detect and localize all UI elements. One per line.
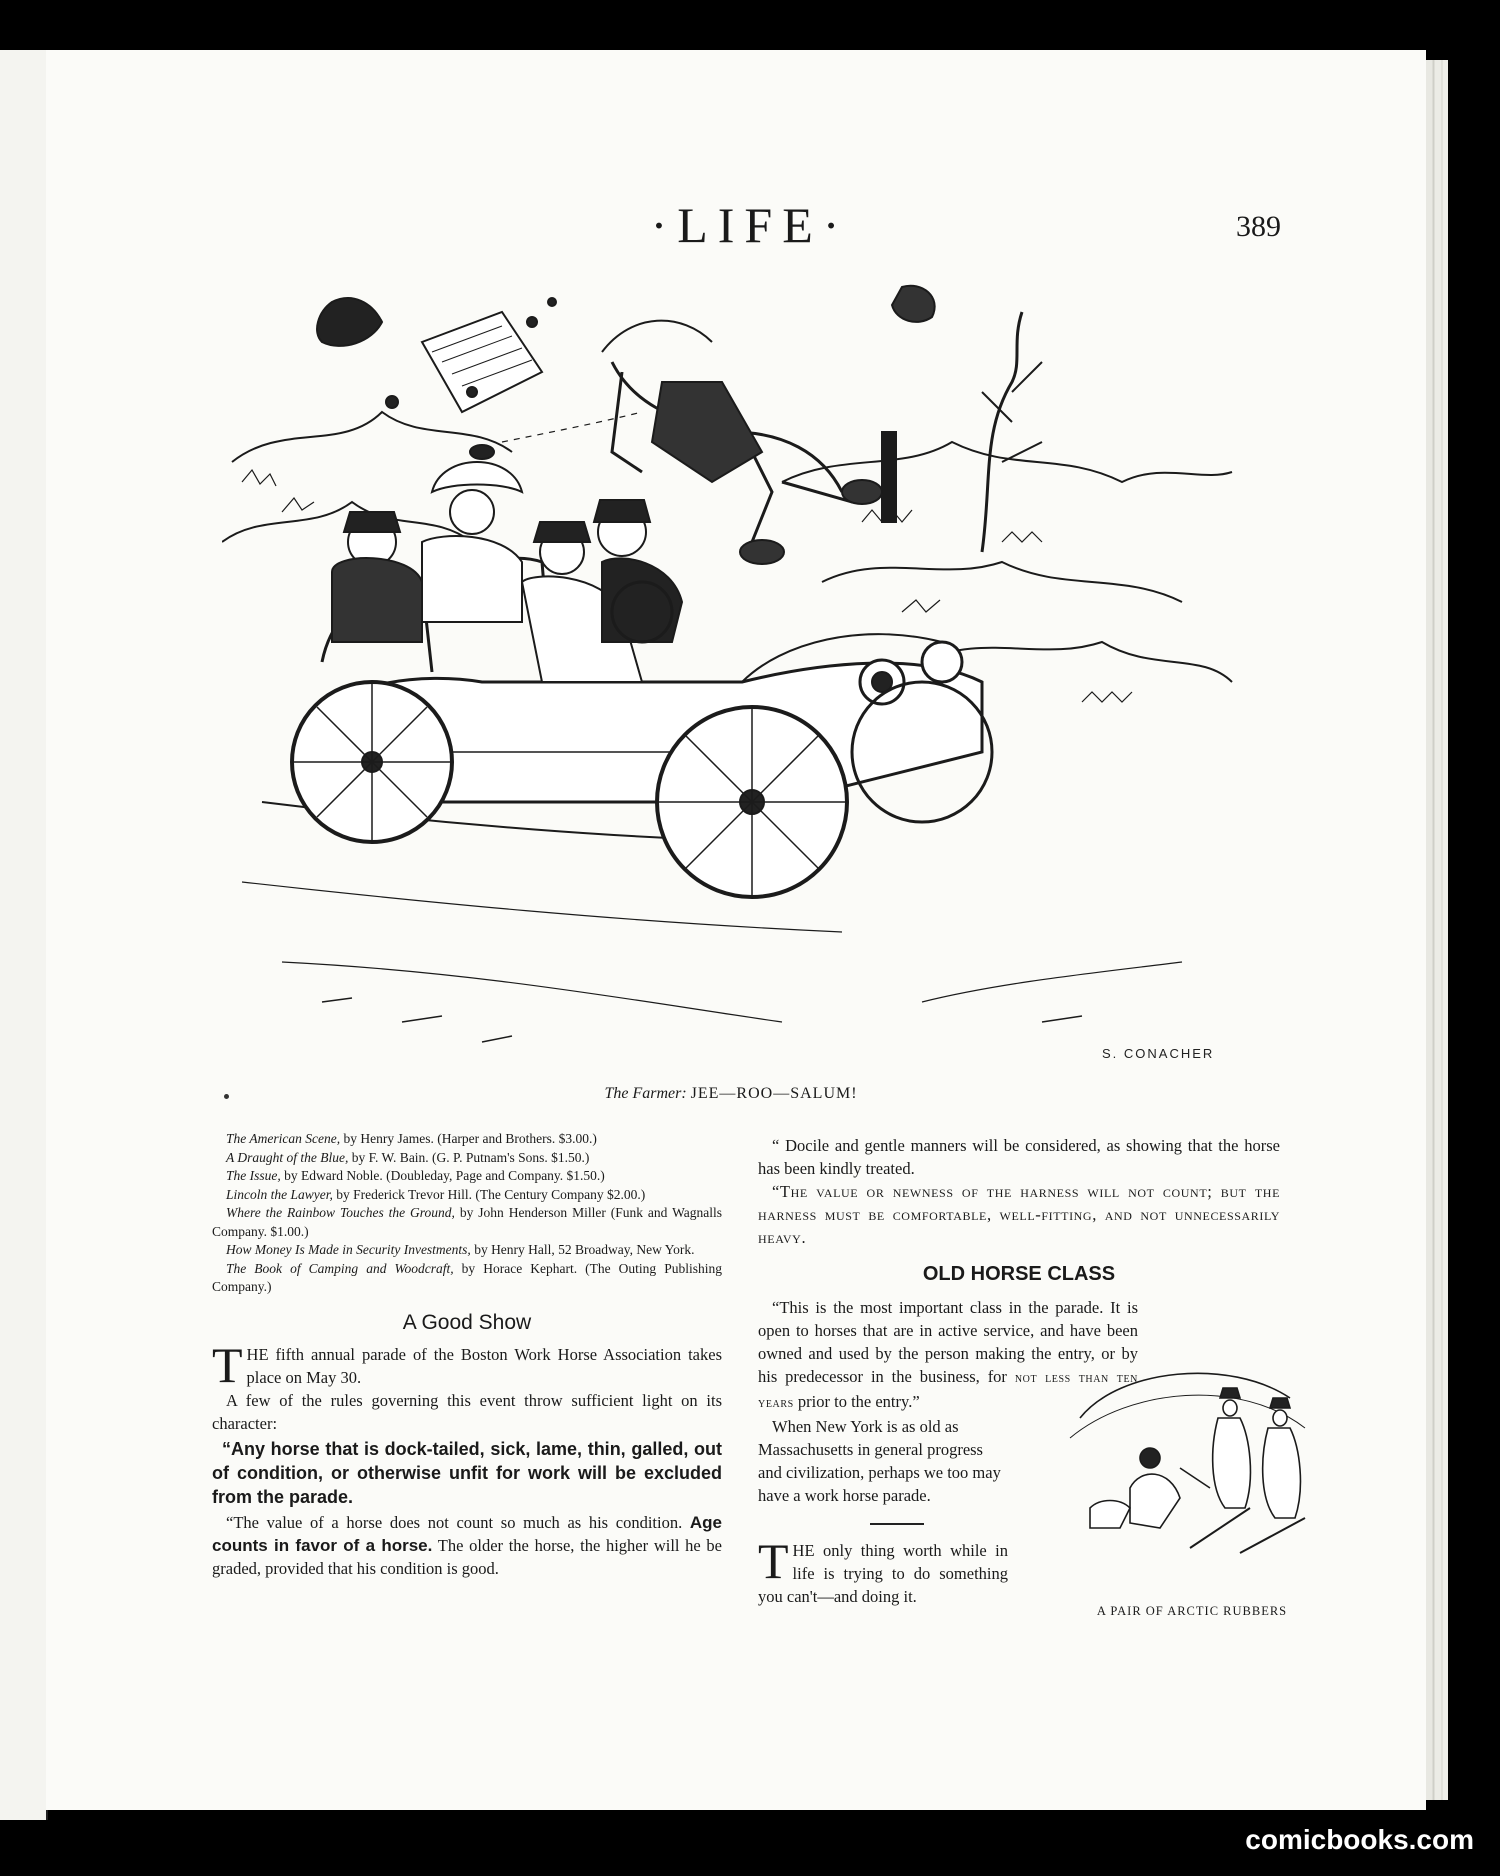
old-horse-class-title: OLD HORSE CLASS: [922, 1263, 1116, 1285]
book-entry: [212, 1204, 722, 1241]
book-details: by Horace Kephart. (The Outing Publishing Company.): [212, 1260, 722, 1294]
caption-speaker: The Farmer:: [604, 1085, 687, 1102]
book-title: Lincoln the Lawyer,: [226, 1186, 333, 1202]
book-title: The Book of Camping and Woodcraft,: [226, 1260, 454, 1276]
drop-cap: T: [212, 1336, 243, 1393]
book-title: Where the Rainbow Touches the Ground,: [226, 1205, 455, 1220]
book-entry: [212, 1186, 722, 1205]
harness-rules: [758, 1134, 1280, 1249]
left-column: [212, 1130, 722, 1580]
drop-cap: T: [758, 1533, 789, 1589]
illustration-signature: S. CONACHER: [1102, 1046, 1215, 1061]
book-list: [212, 1130, 722, 1297]
book-title: The American Scene,: [226, 1131, 341, 1146]
caption-speech: JEE—ROO—SALUM!: [690, 1085, 858, 1102]
separator-rule: [870, 1523, 924, 1525]
right-paragraph-4: When New York is as old as Massachusetts in general progress and civilization, perhaps we too may have a work horse parade.: [758, 1417, 1001, 1505]
book-details: by Frederick Trevor Hill. (The Century Company $2.00.): [332, 1186, 646, 1202]
closing-remark: [758, 1533, 1008, 1608]
book-details: by Edward Noble. (Doubleday, Page and Company. $1.50.): [280, 1168, 605, 1183]
right-paragraph-1: “ Docile and gentle manners will be considered, as showing that the horse has been kindly treated.: [758, 1136, 1280, 1178]
right-paragraph-3: “This is the most important class in the parade. It is open to horses that are in active service, and have been owned and used by the person making the entry, or by his predecessor in the business, for not less than ten years prior to the entry.”: [758, 1298, 1138, 1411]
page-stack-edge: [1426, 60, 1448, 1800]
automobile-cartoon-illustration: [222, 282, 1240, 1072]
masthead: ·LIFE·: [650, 197, 850, 253]
arctic-rubbers-caption: A PAIR OF ARCTIC RUBBERS: [1096, 1604, 1288, 1618]
bold-emphasis: Age counts in favor of a horse.: [212, 1512, 723, 1555]
book-entry: [212, 1260, 722, 1297]
stray-dot: [224, 1094, 229, 1099]
book-title: A Draught of the Blue,: [226, 1149, 349, 1165]
book-entry: [212, 1241, 722, 1260]
quoted-rule: “Any horse that is dock-tailed, sick, lame, thin, galled, out of condition, or otherwise unfit for work will be excluded from the parade.: [212, 1438, 722, 1507]
page-number: 389: [1236, 210, 1281, 243]
work-horse-remark: [758, 1415, 1008, 1507]
good-show-paragraph-2: A few of the rules governing this event throw sufficient light on its character:: [212, 1390, 722, 1433]
book-details: by Henry Hall, 52 Broadway, New York.: [470, 1242, 695, 1257]
left-page-edge: [0, 50, 48, 1820]
book-entry: [212, 1149, 722, 1168]
book-title: How Money Is Made in Security Investments,: [226, 1242, 471, 1257]
closing-paragraph: THE only thing worth while in life is trying to do something you can't—and doing it.: [758, 1533, 1008, 1606]
good-show-paragraph-3: “The value of a horse does not count so much as his condition. Age counts in favor of a horse. The older the horse, the higher will he be graded, provided that his condition is good.: [212, 1512, 723, 1578]
book-entry: [212, 1167, 722, 1186]
good-show-paragraph-1: THE fifth annual parade of the Boston Work Horse Association takes place on May 30.: [212, 1336, 722, 1393]
illustration-caption: [222, 1085, 1240, 1103]
site-watermark: comicbooks.com: [1245, 1824, 1474, 1855]
book-details: by Henry James. (Harper and Brothers. $3.00.): [340, 1131, 597, 1146]
arctic-rubbers-illustration: [1060, 1358, 1310, 1558]
book-title: The Issue,: [226, 1168, 281, 1183]
book-details: by John Henderson Miller (Funk and Wagnalls Company. $1.00.): [212, 1205, 722, 1239]
book-entry: [212, 1130, 722, 1149]
good-show-article: [212, 1336, 723, 1580]
good-show-title: A Good Show: [402, 1310, 532, 1334]
book-details: by F. W. Bain. (G. P. Putnam's Sons. $1.50.): [348, 1149, 590, 1165]
right-paragraph-2: “The value or newness of the harness will not count; but the harness must be comfortable, well-fitting, and not unnecessarily heavy.: [758, 1182, 1280, 1247]
